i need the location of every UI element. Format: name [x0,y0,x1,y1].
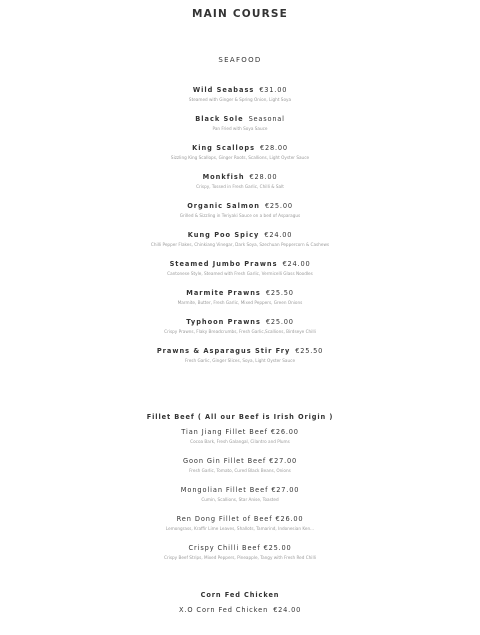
item-price: €26.00 [270,428,299,436]
item-price: €25.50 [295,347,324,355]
menu-item [0,347,480,376]
section-title-chicken: Corn Fed Chicken [200,591,280,599]
item-name: Wild Seabass [192,86,255,94]
item-price: €27.00 [271,486,300,494]
item-price: €25.50 [265,289,294,297]
item-description: Fresh Garlic, Tomato, Cured Black Beans, Onions [189,468,291,473]
item-description: Cumin, Scallions, Star Anise, Toasted [201,497,279,502]
item-name: Black Sole [195,115,244,123]
menu-item [0,173,480,202]
menu-item [0,428,480,457]
item-description: Cantonese Style, Steamed with Fresh Garlic, Vermicelli Glass Noodles [167,271,313,276]
item-price: €28.00 [249,173,278,181]
item-name: Tian Jiang Fillet Beef [181,428,268,436]
seafood-list [0,86,480,376]
menu-item [0,318,480,347]
page-title: MAIN COURSE [191,8,289,20]
item-description: Fresh Garlic, Ginger Slices, Soya, Light Oyster Sauce [184,358,296,363]
item-name: King Scallops [192,144,255,152]
menu-item [0,86,480,115]
menu-item [0,486,480,515]
item-price: €31.00 [259,86,288,94]
item-price: Seasonal [248,115,285,123]
menu-item [0,457,480,486]
item-name: Crispy Chilli Beef [188,544,261,552]
item-description: Lemongrass, Kraffir Lime Leaves, Shallots, Tamarind, Indonesian Ken... [165,526,315,531]
menu-item [0,144,480,173]
item-name: Prawns & Asparagus Stir Fry [156,347,291,355]
item-price: €24.00 [282,260,311,268]
item-description: Crispy Prawns, Flaky Breadcrumbs, Fresh Garlic,Scallions, Birdseye Chilli [164,329,316,334]
menu-item [0,115,480,144]
item-price: €27.00 [269,457,298,465]
item-name: Goon Gin Fillet Beef [182,457,267,465]
item-description: Crispy Beef Strips, Mixed Peppers, Pineapple, Tangy with Fresh Red Chilli [164,555,316,560]
item-price: €24.00 [264,231,293,239]
item-description: Cocoa Bark, Fresh Galangal, Cilantro and Plums [190,439,290,444]
item-price: €24.00 [273,606,302,614]
menu-item [0,202,480,231]
item-name: Marmite Prawns [186,289,261,297]
chicken-list [0,606,480,635]
menu-item [0,260,480,289]
item-name: Kung Poo Spicy [187,231,260,239]
menu-item [0,231,480,260]
item-price: €25.00 [264,202,293,210]
item-description: Sizzling King Scallops, Ginger Roots, Scallions, Light Oyster Sauce [170,155,310,160]
item-price: €25.00 [265,318,294,326]
item-name: Organic Salmon [187,202,260,210]
item-description: Pan Fried with Soya Sauce [212,126,268,131]
item-name: Monkfish [202,173,245,181]
item-name: Steamed Jumbo Prawns [169,260,278,268]
item-name: Ren Dong Fillet of Beef [176,515,273,523]
item-description: Steamed with Ginger & Spring Onion, Light Soya [188,97,292,102]
item-price: €28.00 [260,144,288,152]
menu-item [0,606,480,635]
item-price: €25.00 [263,544,292,552]
section-title-beef: Fillet Beef ( All our Beef is Irish Origin ) [146,413,334,421]
menu-item [0,289,480,318]
item-description: Marmite, Butter, Fresh Garlic, Mixed Peppers, Green Onions [177,300,303,305]
menu-item [0,515,480,544]
item-name: X.O Corn Fed Chicken [178,606,269,614]
section-title-seafood: SEAFOOD [218,56,262,64]
item-name: Typhoon Prawns [186,318,261,326]
menu-item [0,544,480,573]
item-description: Grilled & Sizzling in Teriyaki Sauce on a bed of Asparagus [179,213,301,218]
item-price: €26.00 [275,515,304,523]
item-description: Chilli Pepper Flakes, Chinkiang Vinegar, Dark Soya, Szechuan Peppercorn & Cashews [150,242,330,247]
beef-list [0,428,480,573]
item-name: Mongolian Fillet Beef [180,486,269,494]
item-description: Crispy, Tossed in Fresh Garlic, Chilli & Salt [196,184,284,189]
